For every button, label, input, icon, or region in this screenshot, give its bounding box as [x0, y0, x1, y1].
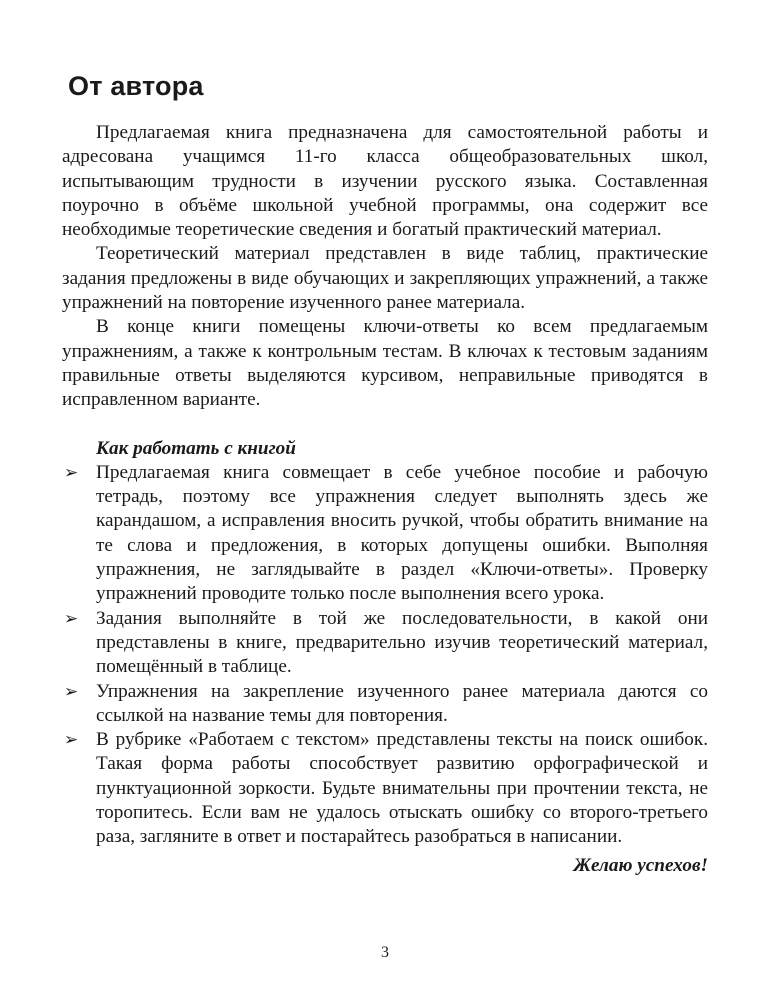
- list-item-text: Задания выполняйте в той же последовательности, в какой они представлены в книге, предварительно изучив теоретический материал, помещённый в таблице.: [96, 607, 708, 678]
- list-item: [62, 461, 708, 607]
- list-item: [62, 728, 708, 849]
- page-number: 3: [381, 944, 389, 961]
- arrow-bullet-icon: ➢: [64, 730, 79, 751]
- list-item-text: Предлагаемая книга совмещает в себе учебное пособие и рабочую тетрадь, поэтому все упражнения следует выполнять здесь же карандашом, а исправления вносить ручкой, чтобы обратить внимание на те слова и предложения, в которых допущены ошибки. Выполняя упражнения, не заглядывайте в раздел «Ключи-ответы». Проверку упражнений проводите только после выполнения всего урока.: [96, 461, 708, 605]
- how-to-heading: Как работать с книгой: [96, 437, 296, 459]
- instructions-list: [62, 461, 708, 850]
- list-item-text: В рубрике «Работаем с текстом» представлены тексты на поиск ошибок. Такая форма работы способствует развитию орфографической и пунктуационной зоркости. Будьте внимательны при прочтении текста, не торопитесь. Если вам не удалось отыскать ошибку со второго-третьего раза, загляните в ответ и постарайтесь разобраться в написании.: [96, 729, 708, 848]
- intro-paragraph: В конце книги помещены ключи-ответы ко всем предлагаемым упражнениям, а также к контрольным тестам. В ключах к тестовым заданиям правильные ответы выделяются курсивом, неправильные приводятся в исправленном варианте.: [62, 316, 708, 411]
- arrow-bullet-icon: ➢: [64, 462, 79, 483]
- arrow-bullet-icon: ➢: [64, 608, 79, 629]
- list-item: [62, 607, 708, 680]
- intro-paragraph: Теоретический материал представлен в виде таблиц, практические задания предложены в виде обучающих и закрепляющих упражнений, а также упражнений на повторение изученного ранее материала.: [62, 243, 708, 314]
- list-item: [62, 680, 708, 729]
- list-item-text: Упражнения на закрепление изученного ранее материала даются со ссылкой на название темы для повторения.: [96, 680, 708, 726]
- arrow-bullet-icon: ➢: [64, 681, 79, 702]
- page-title: От автора: [68, 71, 204, 101]
- intro-paragraph: Предлагаемая книга предназначена для самостоятельной работы и адресована учащимся 11-го класса общеобразовательных школ, испытывающим трудности в изучении русского языка. Составленная поурочно в объёме школьной учебной программы, она содержит все необходимые теоретические сведения и богатый практический материал.: [62, 122, 708, 241]
- document-body: [62, 121, 708, 878]
- closing-signature: Желаю успехов!: [573, 854, 708, 876]
